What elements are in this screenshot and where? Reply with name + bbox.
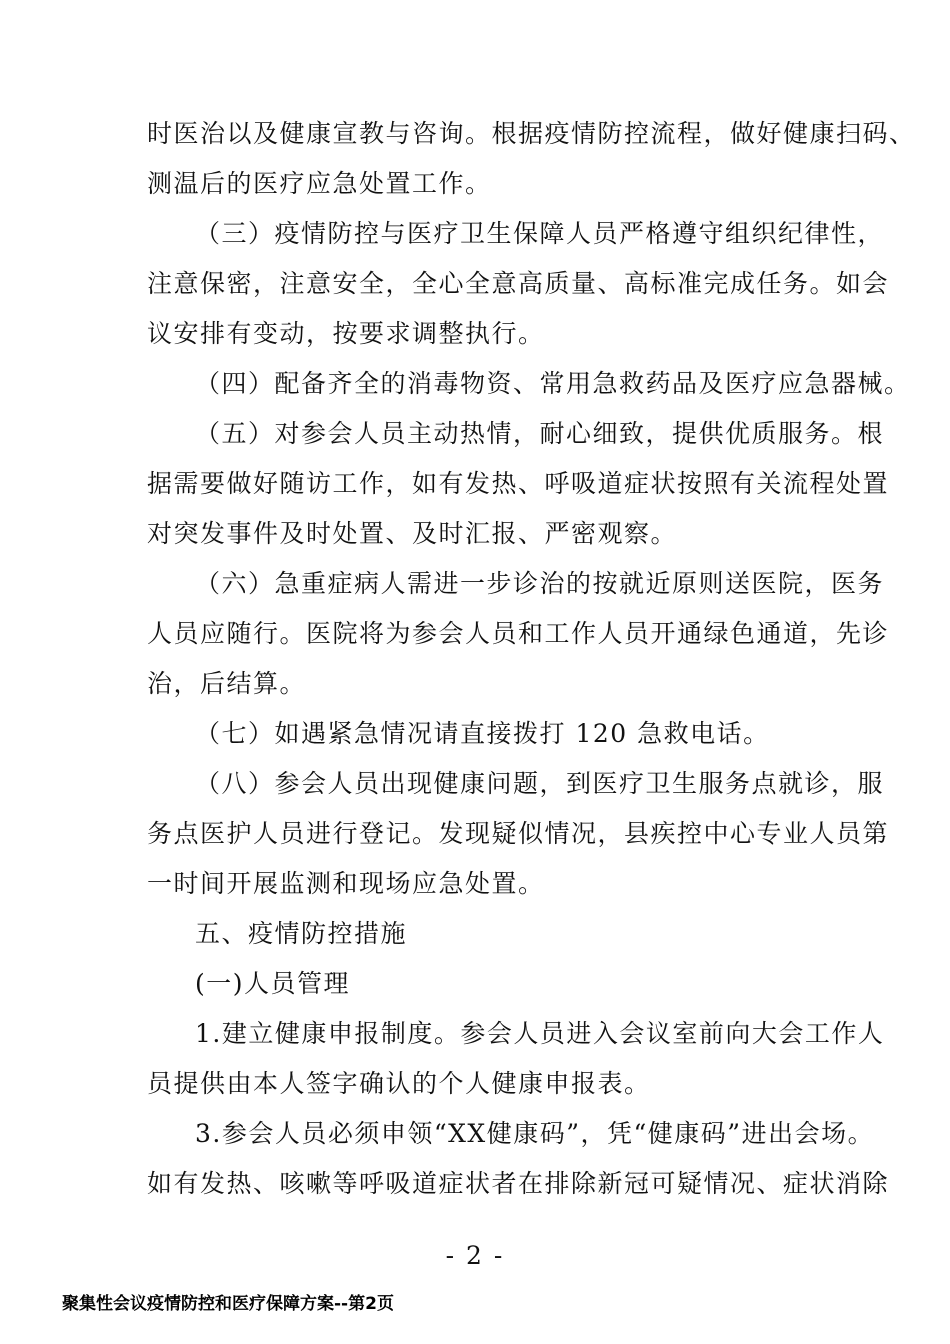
item-3-start: 3.参会人员必须申领“XX健康码”，凭“健康码”进出会场。 [195, 1119, 875, 1148]
body-text-line: 对突发事件及时处置、及时汇报、严密观察。 [147, 519, 678, 548]
paragraph-8-start: （八）参会人员出现健康问题，到医疗卫生服务点就诊，服 [195, 769, 885, 798]
item-1-start: 1.建立健康申报制度。参会人员进入会议室前向大会工作人 [195, 1019, 885, 1048]
body-text-line: 时医治以及健康宣教与咨询。根据疫情防控流程，做好健康扫码、 [147, 119, 916, 148]
body-text-line: 议安排有变动，按要求调整执行。 [147, 319, 545, 348]
body-text-line: 据需要做好随访工作，如有发热、呼吸道症状按照有关流程处置 [147, 469, 890, 498]
body-text-line: 如有发热、咳嗽等呼吸道症状者在排除新冠可疑情况、症状消除 [147, 1169, 890, 1198]
paragraph-7: （七）如遇紧急情况请直接拨打 120 急救电话。 [195, 719, 770, 748]
body-text-line: 员提供由本人签字确认的个人健康申报表。 [147, 1069, 651, 1098]
body-text-line: 一时间开展监测和现场应急处置。 [147, 869, 545, 898]
section-heading: 五、疫情防控措施 [195, 919, 408, 948]
body-text-line: 人员应随行。医院将为参会人员和工作人员开通绿色通道，先诊 [147, 619, 890, 648]
paragraph-6-start: （六）急重症病人需进一步诊治的按就近原则送医院，医务 [195, 569, 885, 598]
page-number: - 2 - [445, 1241, 505, 1270]
paragraph-5-start: （五）对参会人员主动热情，耐心细致，提供优质服务。根 [195, 419, 885, 448]
subsection-heading: (一)人员管理 [195, 969, 351, 998]
body-text-line: 测温后的医疗应急处置工作。 [147, 169, 492, 198]
body-text-line: 注意保密，注意安全，全心全意高质量、高标准完成任务。如会 [147, 269, 890, 298]
body-text-line: 治，后结算。 [147, 669, 307, 698]
paragraph-4: （四）配备齐全的消毒物资、常用急救药品及医疗应急器械。 [195, 369, 911, 398]
paragraph-3-start: （三）疫情防控与医疗卫生保障人员严格遵守组织纪律性， [195, 219, 885, 248]
body-text-line: 务点医护人员进行登记。发现疑似情况，县疾控中心专业人员第 [147, 819, 890, 848]
footer-caption: 聚集性会议疫情防控和医疗保障方案--第2页 [62, 1294, 394, 1314]
